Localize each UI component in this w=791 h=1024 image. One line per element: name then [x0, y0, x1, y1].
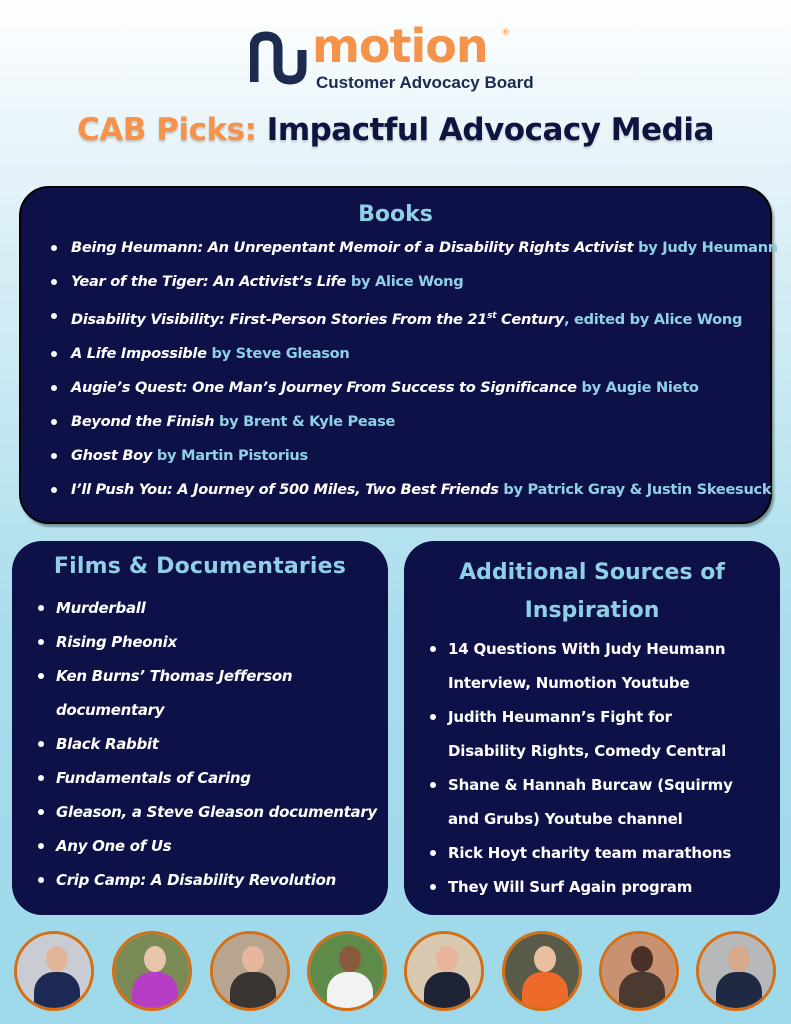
book-author: , edited by Alice Wong: [563, 311, 743, 328]
book-item: [51, 439, 770, 473]
source-item-line: Judith Heumann’s Fight for: [448, 708, 672, 726]
book-title: A Life Impossible: [71, 345, 207, 362]
source-item: [428, 768, 780, 836]
advocate-photo-3: [210, 931, 290, 1011]
sources-card: [404, 541, 780, 915]
films-list: [12, 591, 388, 897]
book-item: [51, 231, 778, 265]
source-item: [428, 632, 780, 700]
book-title: Ghost Boy: [71, 447, 153, 464]
book-author: by Steve Gleason: [206, 345, 350, 362]
registered-mark: ®: [501, 28, 510, 38]
film-item: [36, 659, 388, 727]
films-heading: Films & Documentaries: [53, 554, 347, 579]
source-item-line: Shane & Hannah Burcaw (Squirmy: [448, 776, 733, 794]
title-accent: CAB Picks:: [77, 112, 257, 148]
book-title-part: Disability Visibility: First-Person Stories From the 21: [71, 311, 488, 328]
sources-heading: [404, 554, 780, 630]
source-item: Rick Hoyt charity team marathons: [428, 836, 780, 870]
title-main: Impactful Advocacy Media: [266, 112, 714, 148]
source-item-line: and Grubs) Youtube channel: [448, 810, 683, 828]
book-item: [51, 265, 770, 299]
books-card: [19, 186, 778, 524]
advocate-photo-2: [112, 931, 192, 1011]
book-item: [51, 473, 770, 507]
book-item: [51, 371, 770, 405]
book-author: by Judy Heumann: [633, 239, 778, 256]
logo-wordmark: motion: [312, 19, 488, 73]
book-item: [51, 405, 770, 439]
book-title: Beyond the Finish: [71, 413, 215, 430]
book-author: by Patrick Gray & Justin Skeesuck: [498, 481, 772, 498]
film-item: Any One of Us: [36, 829, 388, 863]
film-item: Crip Camp: A Disability Revolution: [36, 863, 388, 897]
film-item-line: documentary: [56, 701, 165, 719]
advocate-photo-7: [599, 931, 679, 1011]
book-author: by Martin Pistorius: [152, 447, 308, 464]
page-title: [0, 112, 791, 148]
film-item: Black Rabbit: [36, 727, 388, 761]
advocate-photo-8: [696, 931, 776, 1011]
book-title-part: Century: [496, 311, 564, 328]
book-author: by Augie Nieto: [576, 379, 699, 396]
books-list: [21, 231, 778, 507]
book-title: Year of the Tiger: An Activist’s Life: [71, 273, 347, 290]
film-item: Gleason, a Steve Gleason documentary: [36, 795, 388, 829]
film-item-line: Ken Burns’ Thomas Jefferson: [56, 667, 293, 685]
source-item-line: Interview, Numotion Youtube: [448, 674, 690, 692]
book-item: [51, 337, 770, 371]
book-title: I’ll Push You: A Journey of 500 Miles, Two Best Friends: [71, 481, 499, 498]
advocate-photo-5: [404, 931, 484, 1011]
film-item: Fundamentals of Caring: [36, 761, 388, 795]
book-title-superscript: st: [487, 311, 497, 321]
source-item: [428, 700, 780, 768]
film-item: Murderball: [36, 591, 388, 625]
book-author: by Brent & Kyle Pease: [214, 413, 396, 430]
advocate-photo-4: [307, 931, 387, 1011]
source-item: They Will Surf Again program: [428, 870, 780, 904]
advocate-photo-6: [502, 931, 582, 1011]
source-item-line: Disability Rights, Comedy Central: [448, 742, 727, 760]
advocate-photo-1: [14, 931, 94, 1011]
source-item-line: 14 Questions With Judy Heumann: [448, 640, 726, 658]
advocate-photo-strip: [0, 931, 791, 1011]
numotion-logo: [250, 19, 550, 94]
film-item: Rising Pheonix: [36, 625, 388, 659]
nu-logo-mark-icon: [250, 28, 308, 86]
logo-subtitle: Customer Advocacy Board: [316, 73, 534, 92]
sources-heading-line: Inspiration: [524, 598, 660, 623]
books-heading: Books: [358, 202, 433, 227]
book-author: by Alice Wong: [346, 273, 464, 290]
book-title: Being Heumann: An Unrepentant Memoir of a Disability Rights Activist: [71, 239, 634, 256]
book-title: [71, 311, 564, 328]
sources-heading-line: Additional Sources of: [459, 560, 725, 585]
sources-list: [404, 632, 780, 904]
book-item: [51, 299, 770, 337]
films-card: [12, 541, 388, 915]
book-title: Augie’s Quest: One Man’s Journey From Success to Significance: [71, 379, 577, 396]
